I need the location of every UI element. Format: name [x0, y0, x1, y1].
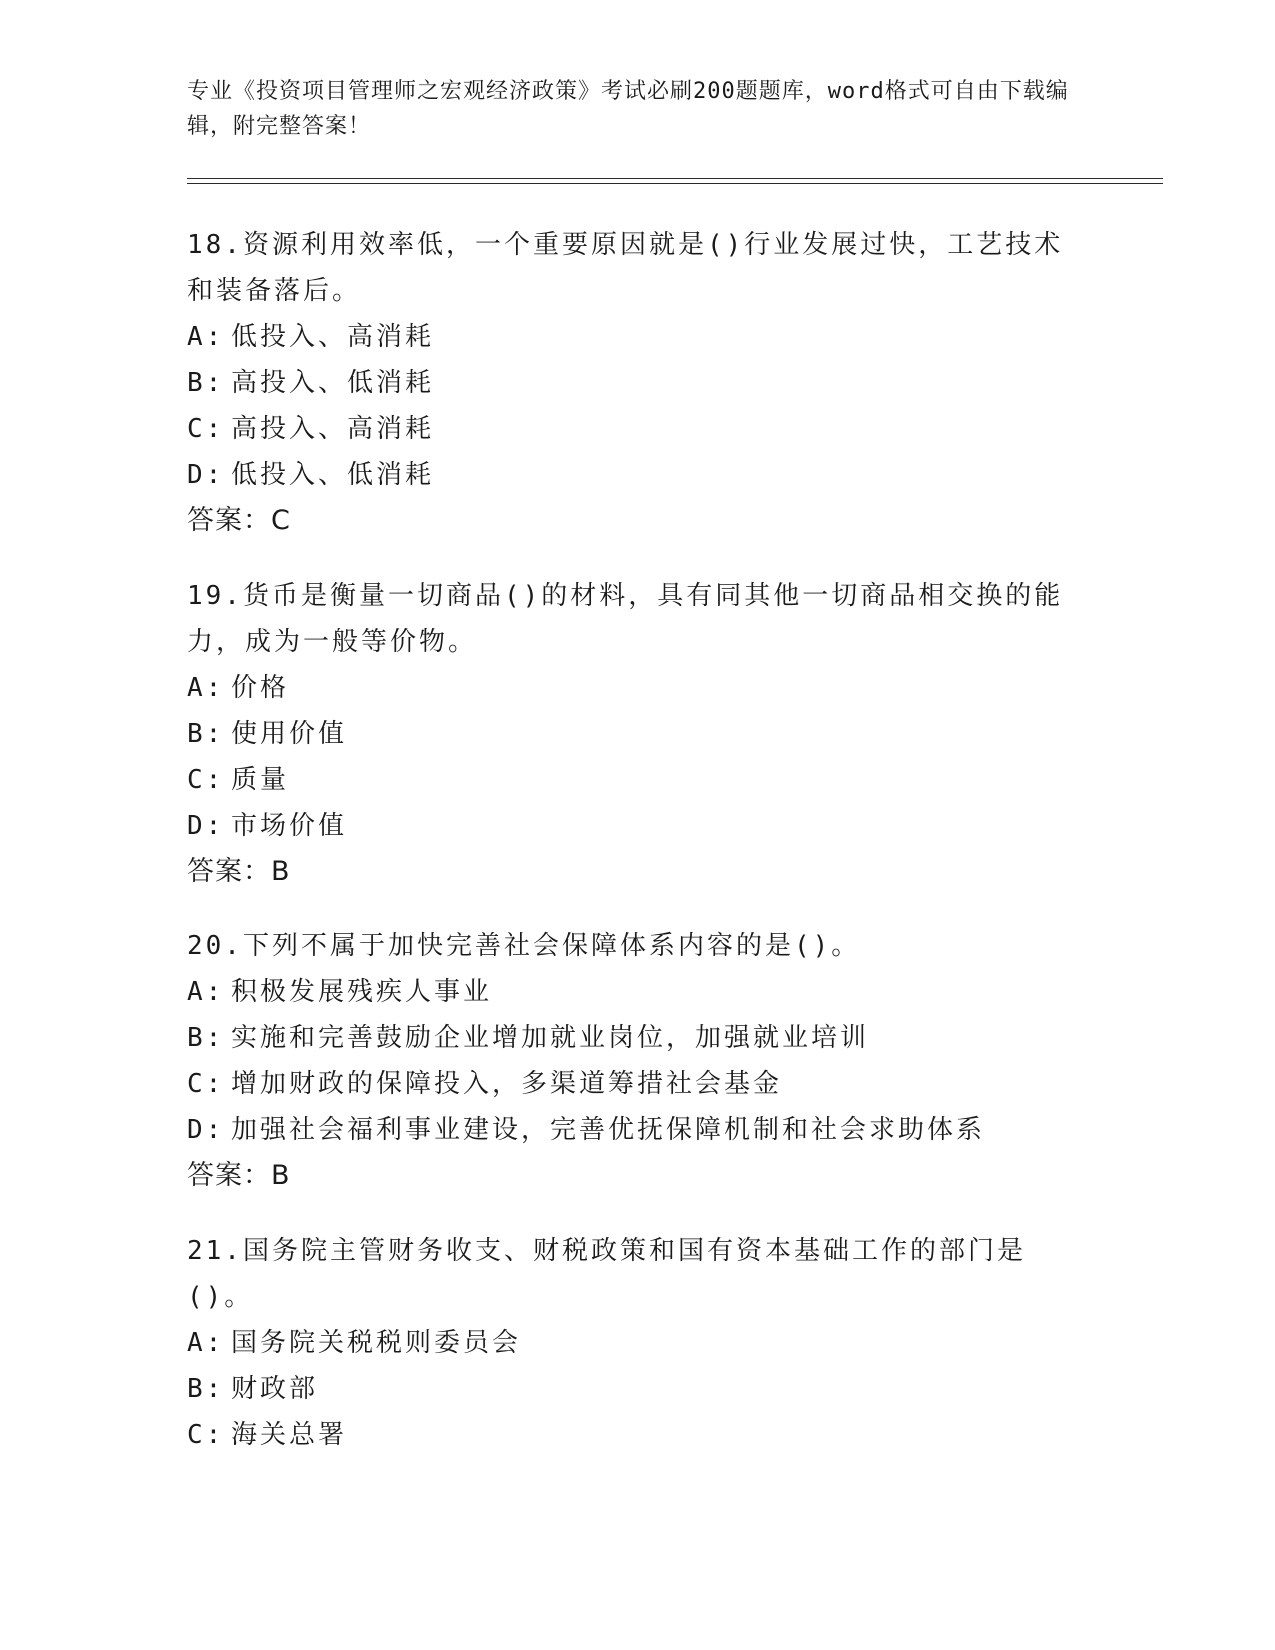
option-key: B: — [187, 368, 225, 398]
option-d — [187, 452, 1087, 498]
option-b — [187, 711, 1087, 757]
option-c — [187, 1061, 1087, 1107]
answer-line: 答案：B — [187, 1160, 291, 1191]
option-text: 海关总署 — [231, 1420, 348, 1450]
question-18 — [187, 222, 1087, 544]
question-stem: 20.下列不属于加快完善社会保障体系内容的是()。 — [187, 931, 861, 961]
option-b — [187, 360, 1087, 406]
option-text: 价格 — [231, 673, 290, 703]
option-a — [187, 1320, 1087, 1366]
option-key: A: — [187, 673, 225, 703]
option-a — [187, 969, 1087, 1015]
option-key: A: — [187, 322, 225, 352]
option-text: 质量 — [231, 765, 290, 795]
option-text: 加强社会福利事业建设，完善优抚保障机制和社会求助体系 — [231, 1115, 986, 1145]
option-text: 低投入、低消耗 — [231, 460, 435, 490]
option-key: C: — [187, 414, 225, 444]
question-20 — [187, 923, 1087, 1199]
option-c — [187, 757, 1087, 803]
option-key: B: — [187, 1374, 225, 1404]
option-text: 实施和完善鼓励企业增加就业岗位，加强就业培训 — [231, 1023, 870, 1053]
option-key: C: — [187, 765, 225, 795]
option-text: 高投入、高消耗 — [231, 414, 435, 444]
option-d — [187, 1107, 1087, 1153]
option-text: 积极发展残疾人事业 — [231, 977, 493, 1007]
document-header: 专业《投资项目管理师之宏观经济政策》考试必刷200题题库，word格式可自由下载编辑，附完整答案！ — [187, 79, 1069, 139]
option-key: B: — [187, 1023, 225, 1053]
option-key: C: — [187, 1069, 225, 1099]
question-stem: 18.资源利用效率低，一个重要原因就是()行业发展过快，工艺技术和装备落后。 — [187, 230, 1064, 306]
option-text: 低投入、高消耗 — [231, 322, 435, 352]
question-21 — [187, 1228, 1087, 1458]
option-c — [187, 406, 1087, 452]
option-text: 高投入、低消耗 — [231, 368, 435, 398]
question-19 — [187, 573, 1087, 895]
option-c — [187, 1412, 1087, 1458]
answer-line: 答案：C — [187, 505, 291, 536]
option-key: B: — [187, 719, 225, 749]
option-key: A: — [187, 977, 225, 1007]
option-text: 国务院关税税则委员会 — [231, 1328, 522, 1358]
option-key: D: — [187, 1115, 225, 1145]
option-b — [187, 1015, 1087, 1061]
question-stem: 19.货币是衡量一切商品()的材料，具有同其他一切商品相交换的能力，成为一般等价物。 — [187, 581, 1064, 657]
option-key: D: — [187, 460, 225, 490]
option-key: A: — [187, 1328, 225, 1358]
option-text: 使用价值 — [231, 719, 348, 749]
option-key: C: — [187, 1420, 225, 1450]
option-text: 市场价值 — [231, 811, 348, 841]
option-key: D: — [187, 811, 225, 841]
question-stem: 21.国务院主管财务收支、财税政策和国有资本基础工作的部门是()。 — [187, 1236, 1026, 1312]
option-a — [187, 665, 1087, 711]
option-text: 财政部 — [231, 1374, 319, 1404]
option-d — [187, 803, 1087, 849]
header-double-rule — [187, 178, 1163, 184]
answer-line: 答案：B — [187, 856, 291, 887]
option-a — [187, 314, 1087, 360]
option-text: 增加财政的保障投入，多渠道筹措社会基金 — [231, 1069, 783, 1099]
option-b — [187, 1366, 1087, 1412]
